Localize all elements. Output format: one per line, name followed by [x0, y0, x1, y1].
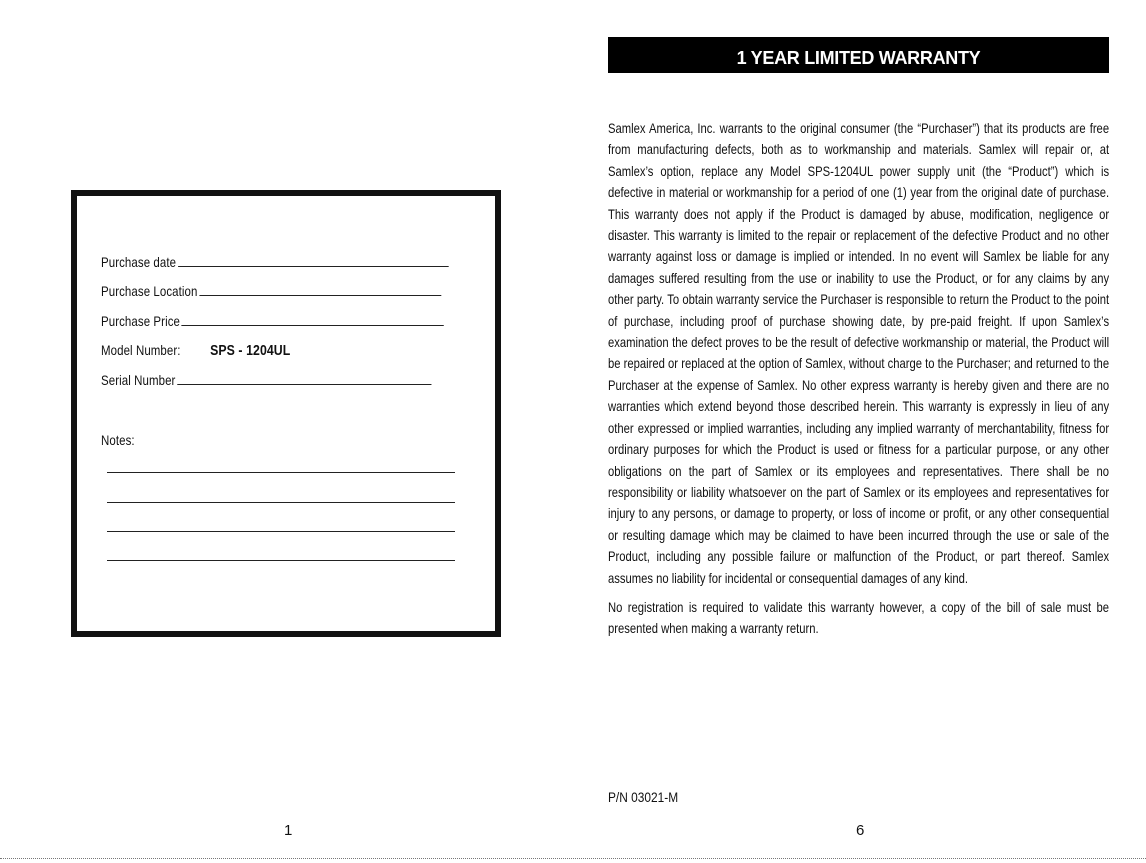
notes-label: Notes: [101, 432, 135, 448]
purchase-record-box [71, 190, 501, 637]
notes-line-4[interactable] [107, 560, 455, 561]
warranty-paragraph-1: Samlex America, Inc. warrants to the original consumer (the “Purchaser”) that its products are free from manufacturing defects, both as to workmanship and materials. Samlex will repair or, at Samlex’s option, replace any Model SPS-1204UL power supply unit (the “Product”) which is defective in material or workmanship for a period of one (1) year from the original date of purchase. This warranty does not apply if the Product is damaged by abuse, modification, negligence or disaster. This warranty is limited to the repair or replacement of the defective Product and no other warranty against loss or damage is implied or intended. In no event will Samlex be liable for any damages suffered resulting from the use or inability to use the Product, or for any claims by any other party. To obtain warranty service the Purchaser is responsible to return the Product to the point of purchase, including proof of purchase showing date, by pre-paid freight. If upon Samlex’s examination the defect proves to be the result of defective workmanship or material, the Product will be repaired or replaced at the option of Samlex, without charge to the Purchaser; and returned to the Purchaser at the expense of Samlex. No other express warranty is hereby given and there are no warranties which extend beyond those described herein. This warranty is expressly in lieu of any other expressed or implied warranties, including any implied warranty of merchantability, fitness for ordinary purposes for which the Product is used or fitness for a particular purpose, or any other obligations on the part of Samlex or its employees and representatives. There shall be no responsibility or liability whatsoever on the part of Samlex or its employees and representatives for injury to any persons, or damage to property, or loss of income or profit, or any other consequential or resulting damage which may be claimed to have been incurred through the use or sale of the Product, including any possible failure or malfunction of the Product, or part thereof. Samlex assumes no liability for incidental or consequential damages of any kind. [608, 120, 1110, 586]
purchase-location-label: Purchase Location [101, 283, 198, 299]
left-page-number: 1 [284, 822, 293, 839]
warranty-paragraph-2: No registration is required to validate this warranty however, a copy of the bill of sale must be presented when making a warranty return. [608, 598, 1110, 637]
warranty-body [608, 118, 1109, 648]
purchase-price-row [101, 313, 444, 329]
page-edge-divider [0, 858, 1146, 859]
part-number: P/N 03021-M [608, 789, 679, 805]
model-number-value: SPS - 1204UL [210, 342, 291, 359]
purchase-date-label: Purchase date [101, 254, 177, 270]
purchase-price-label: Purchase Price [101, 313, 181, 329]
notes-line-1[interactable] [107, 472, 455, 473]
purchase-date-row [101, 254, 448, 270]
model-number-label: Model Number: [101, 342, 181, 358]
model-number-row [101, 342, 290, 359]
purchase-price-field[interactable] [182, 324, 444, 326]
warranty-title: 1 YEAR LIMITED WARRANTY [608, 37, 1109, 73]
purchase-date-field[interactable] [178, 265, 449, 267]
notes-line-2[interactable] [107, 502, 455, 503]
serial-number-row [101, 372, 431, 388]
serial-number-field[interactable] [177, 383, 431, 385]
purchase-location-field[interactable] [199, 294, 441, 296]
right-page [573, 0, 1146, 863]
notes-line-3[interactable] [107, 531, 455, 532]
serial-number-label: Serial Number [101, 372, 176, 388]
notes-row [101, 432, 135, 448]
right-page-number: 6 [856, 822, 865, 839]
purchase-location-row [101, 283, 441, 299]
